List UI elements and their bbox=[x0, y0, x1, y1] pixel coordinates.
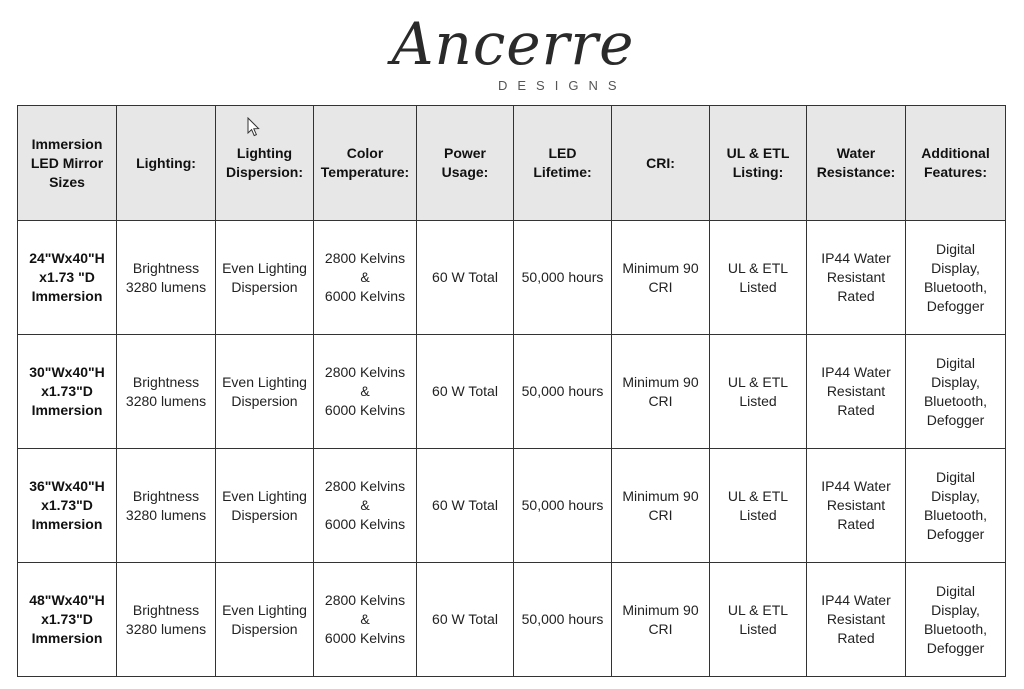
cell-dispersion: Even Lighting Dispersion bbox=[216, 335, 314, 449]
cell-cri: Minimum 90 CRI bbox=[612, 221, 710, 335]
header-additional-features: Additional Features: bbox=[906, 106, 1006, 221]
cell-water: IP44 Water Resistant Rated bbox=[807, 563, 906, 677]
cell-dispersion: Even Lighting Dispersion bbox=[216, 449, 314, 563]
cell-lifetime: 50,000 hours bbox=[514, 335, 612, 449]
cell-features: Digital Display, Bluetooth, Defogger bbox=[906, 221, 1006, 335]
cell-features: Digital Display, Bluetooth, Defogger bbox=[906, 449, 1006, 563]
cell-dispersion: Even Lighting Dispersion bbox=[216, 563, 314, 677]
cell-size: 48"Wx40"H x1.73"D Immersion bbox=[18, 563, 117, 677]
table-header-row bbox=[18, 106, 1006, 221]
cell-lighting: Brightness 3280 lumens bbox=[117, 221, 216, 335]
cell-color-temp: 2800 Kelvins & 6000 Kelvins bbox=[314, 335, 417, 449]
cell-cri: Minimum 90 CRI bbox=[612, 335, 710, 449]
cell-lifetime: 50,000 hours bbox=[514, 221, 612, 335]
cell-features: Digital Display, Bluetooth, Defogger bbox=[906, 563, 1006, 677]
brand-subtitle: DESIGNS bbox=[498, 78, 627, 93]
cell-water: IP44 Water Resistant Rated bbox=[807, 449, 906, 563]
cell-power: 60 W Total bbox=[417, 335, 514, 449]
cell-size: 30"Wx40"H x1.73"D Immersion bbox=[18, 335, 117, 449]
cell-lighting: Brightness 3280 lumens bbox=[117, 563, 216, 677]
header-color-temperature: Color Temperature: bbox=[314, 106, 417, 221]
header-led-lifetime: LED Lifetime: bbox=[514, 106, 612, 221]
cell-cri: Minimum 90 CRI bbox=[612, 449, 710, 563]
header-ul-etl: UL & ETL Listing: bbox=[710, 106, 807, 221]
cell-listing: UL & ETL Listed bbox=[710, 335, 807, 449]
mouse-pointer-icon bbox=[247, 117, 261, 137]
table-row bbox=[18, 335, 1006, 449]
table-row bbox=[18, 221, 1006, 335]
spec-table bbox=[17, 105, 1006, 677]
cell-size: 24"Wx40"H x1.73 "D Immersion bbox=[18, 221, 117, 335]
header-water-resistance: Water Resistance: bbox=[807, 106, 906, 221]
cell-power: 60 W Total bbox=[417, 563, 514, 677]
cell-water: IP44 Water Resistant Rated bbox=[807, 335, 906, 449]
cell-features: Digital Display, Bluetooth, Defogger bbox=[906, 335, 1006, 449]
cell-size: 36"Wx40"H x1.73"D Immersion bbox=[18, 449, 117, 563]
cell-lifetime: 50,000 hours bbox=[514, 563, 612, 677]
cell-listing: UL & ETL Listed bbox=[710, 563, 807, 677]
cell-lighting: Brightness 3280 lumens bbox=[117, 449, 216, 563]
cell-listing: UL & ETL Listed bbox=[710, 221, 807, 335]
cell-cri: Minimum 90 CRI bbox=[612, 563, 710, 677]
brand-name: Ancerre bbox=[391, 10, 635, 78]
cell-power: 60 W Total bbox=[417, 449, 514, 563]
cell-color-temp: 2800 Kelvins & 6000 Kelvins bbox=[314, 221, 417, 335]
cell-color-temp: 2800 Kelvins & 6000 Kelvins bbox=[314, 449, 417, 563]
cell-lifetime: 50,000 hours bbox=[514, 449, 612, 563]
brand-logo bbox=[0, 8, 1024, 98]
cell-water: IP44 Water Resistant Rated bbox=[807, 221, 906, 335]
cell-color-temp: 2800 Kelvins & 6000 Kelvins bbox=[314, 563, 417, 677]
header-lighting: Lighting: bbox=[117, 106, 216, 221]
header-cri: CRI: bbox=[612, 106, 710, 221]
cell-lighting: Brightness 3280 lumens bbox=[117, 335, 216, 449]
header-lighting-dispersion: Lighting Dispersion: bbox=[216, 106, 314, 221]
table-row bbox=[18, 449, 1006, 563]
table-row bbox=[18, 563, 1006, 677]
cell-dispersion: Even Lighting Dispersion bbox=[216, 221, 314, 335]
cell-listing: UL & ETL Listed bbox=[710, 449, 807, 563]
header-power-usage: Power Usage: bbox=[417, 106, 514, 221]
header-sizes: Immersion LED Mirror Sizes bbox=[18, 106, 117, 221]
cell-power: 60 W Total bbox=[417, 221, 514, 335]
